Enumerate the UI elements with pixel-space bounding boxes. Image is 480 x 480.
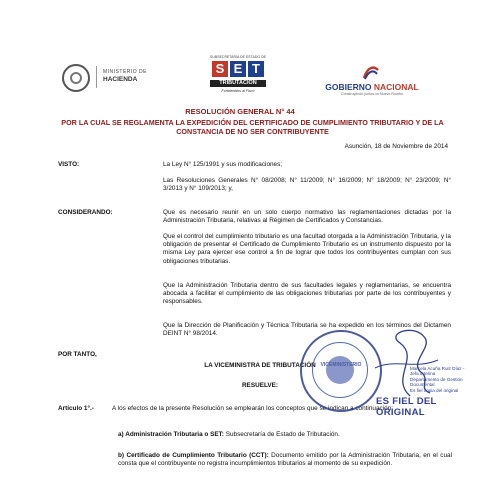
considerando-text-3: Que la Administración Tributaria dentro de sus facultades legales y reglamentarias, se encuentra abocada a facilitar el cumplimiento de las obligaciones tributarias por parte de los contribuyentes y responsables.	[163, 282, 451, 306]
resolution-title: RESOLUCIÓN GENERAL N° 44	[185, 107, 295, 116]
stamp-ring-text: VICEMINISTERIO	[320, 362, 362, 368]
item-a	[118, 431, 452, 439]
considerando-text-4: Que la Dirección de Planificación y Técnica Tributaria se ha expedido en los términos del Dictamen DEINT N° 98/2014.	[163, 322, 451, 338]
considerando-text-1: Que es necesario reunir en un solo cuerpo normativo las reglamentaciones dictadas por la Administración Tributaria, relativas al Régimen de Certificados y Constancias.	[163, 209, 451, 225]
visto-label: VISTO:	[58, 161, 80, 168]
gobierno-nacional-logo	[322, 64, 422, 96]
item-a-label: a) Administración Tributaria o SET:	[118, 431, 224, 438]
signature-block	[410, 366, 474, 393]
gobierno-tagline: Construyendo juntos un Nuevo Rumbo	[341, 92, 403, 96]
stamp-emblem-icon	[326, 356, 354, 384]
hacienda-label: HACIENDA	[103, 76, 138, 83]
signature-line-2: Departamento de Gestión Documental	[410, 376, 463, 388]
viceministra-heading: LA VICEMINISTRA DE TRIBUTACIÓN	[204, 362, 316, 369]
resuelve-heading: RESUELVE:	[241, 382, 279, 389]
logo-divider	[96, 66, 97, 88]
item-b-text: Documento emitido por la Administración Tributaria, en el cual consta que el contribuyente no registra incumplimientos tributarios al momento de su expedición.	[118, 452, 452, 468]
item-a-text: Subsecretaría de Estado de Tributación.	[223, 431, 340, 438]
document-date: Asunción, 18 de Noviembre de 2014	[344, 143, 448, 150]
por-tanto-label: POR TANTO,	[58, 351, 97, 358]
set-tributacion-bar: TRIBUTACION	[210, 80, 266, 87]
flag-swirl-icon	[362, 64, 380, 80]
signature-line-3: Es fiel copia del original	[410, 387, 459, 393]
considerando-label: CONSIDERANDO:	[58, 209, 113, 216]
gobierno-nacional-title	[322, 82, 422, 92]
national-seal-icon	[62, 64, 90, 92]
considerando-text-2: Que el control del cumplimiento tributario es una facultad otorgada a la Administración Tributaria, y la obligación de presentar el Certificado de Cumplimiento Tributario es un instrumento dispuesto por la misma Ley para ejercer ese control a fin de lograr que todos los contribuyentes cumplan con sus obligaciones tributarias.	[163, 233, 451, 265]
visto-text-2: Las Resoluciones Generales N° 08/2008; N° 11/2009; N° 16/2009; N° 18/2009; N° 23/2009; N° 3/2013 y N° 109/2013; y,	[163, 177, 451, 193]
gobierno-word: GOBIERNO	[325, 82, 372, 92]
articulo-label: Artículo 1°.-	[58, 405, 94, 412]
set-tagline: Fortalecidos al Fisco	[221, 89, 255, 93]
articulo-text: A los efectos de la presente Resolución se emplearán los conceptos que se indican a continuación:	[112, 405, 394, 412]
resolution-subject: POR LA CUAL SE REGLAMENTA LA EXPEDICIÓN DEL CERTIFICADO DE CUMPLIMIENTO TRIBUTARIO Y DE LA CONSTANCIA DE NO SER CONTRIBUYENTE	[61, 118, 444, 136]
set-letter-t: T	[248, 61, 264, 77]
nacional-word: NACIONAL	[373, 82, 419, 92]
ministerio-label: MINISTERIO DE	[103, 69, 148, 75]
set-letter-s: S	[212, 61, 228, 77]
es-fiel-watermark: ES FIEL DEL ORIGINAL	[376, 396, 437, 418]
visto-text-1: La Ley N° 125/1991 y sus modificaciones;	[163, 161, 283, 168]
set-logo	[210, 55, 266, 99]
item-b	[118, 452, 452, 468]
ministerio-hacienda-logo	[62, 64, 172, 94]
set-top-text: SUBSECRETARÍA DE ESTADO DE	[210, 55, 266, 59]
signature-line-1: Marcela Acuña Ruiz Díaz - Jefa Interina	[410, 366, 465, 377]
item-b-label: b) Certificado de Cumplimiento Tributario (CCT):	[118, 452, 269, 459]
set-letter-e: E	[230, 61, 246, 77]
